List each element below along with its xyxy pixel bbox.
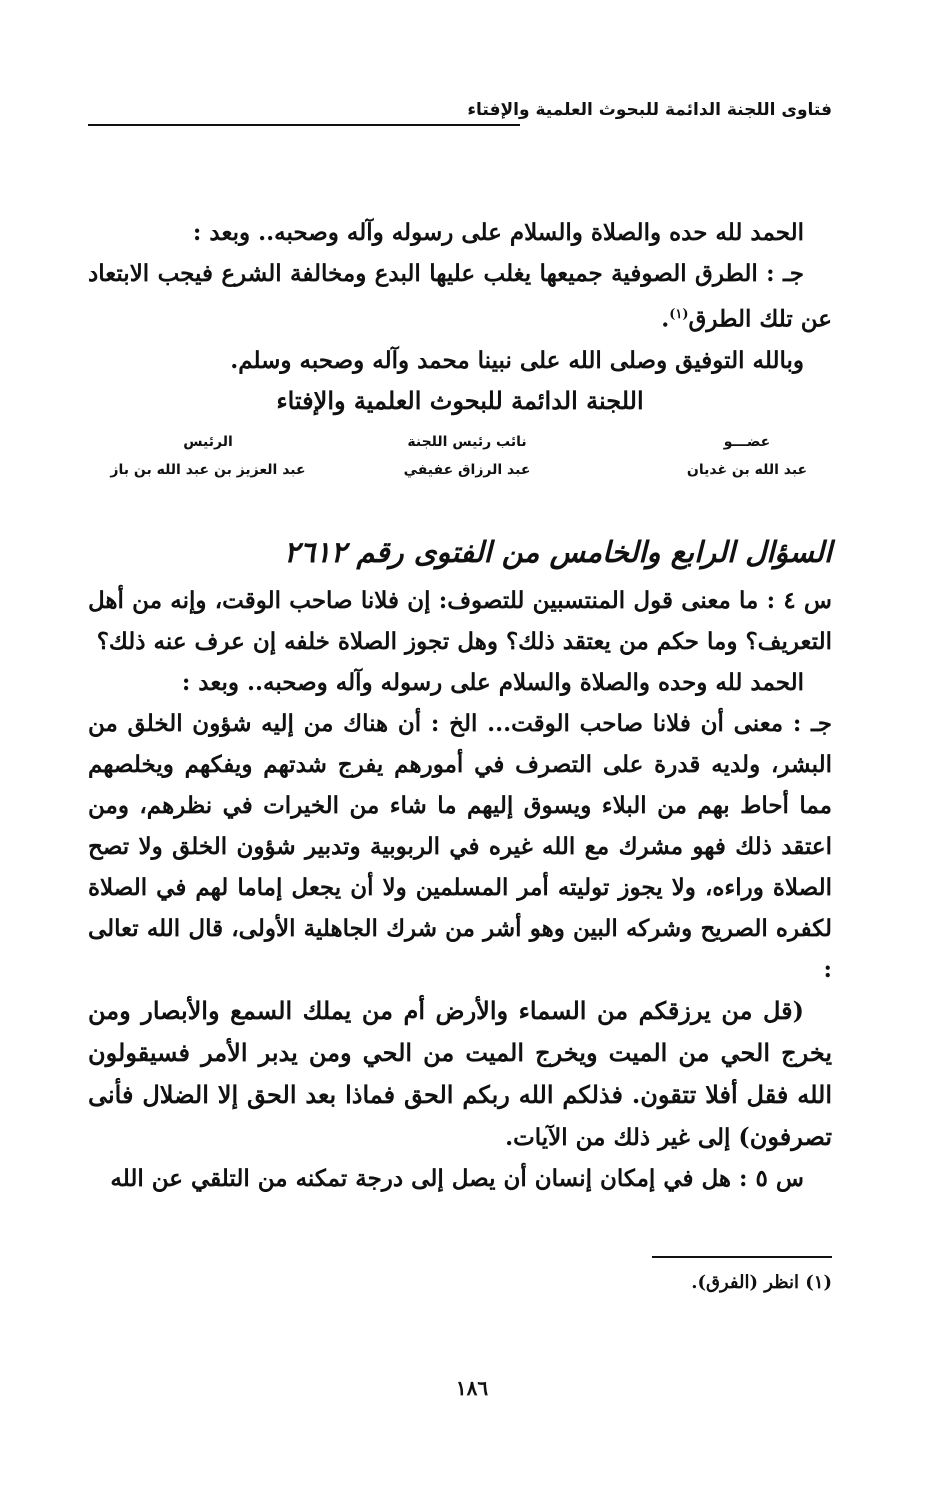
ayah-tail: إلى غير ذلك من الآيات. (505, 1124, 739, 1151)
signature-name: عبد العزيز بن عبد الله بن باز (110, 462, 306, 478)
section2-body (88, 580, 832, 1199)
running-title: فتاوى اللجنة الدائمة للبحوث العلمية والإفتاء (467, 100, 832, 120)
section1-body (88, 212, 832, 421)
footnote-marker[interactable]: (١) (669, 307, 689, 322)
page-number: ١٨٦ (455, 1376, 489, 1400)
question-5: س ٥ : هل في إمكان إنسان أن يصل إلى درجة تمكنه من التلقي عن الله (110, 1165, 804, 1192)
section2-answer: جـ : معنى أن فلانا صاحب الوقت... الخ : أن هناك من إليه شؤون الخلق من البشر، ولديه قدرة على التصرف في أمورهم يفرج شدتهم ويفكهم ويخلصهم مما أحاط بهم من البلاء ويسوق إليهم ما شاء من الخيرات في نظرهم، ومن اعتقد ذلك فهو مشرك مع الله غيره في الربوبية وتدبير شؤون الخلق ولا تصح الصلاة وراءه، ولا يجوز توليته أمر المسلمين ولا أن يجعل إماما لهم في الصلاة لكفره الصريح وشركه البين وهو أشر من شرك الجاهلية الأولى، قال الله تعالى : (88, 710, 832, 983)
committee-name: اللجنة الدائمة للبحوث العلمية والإفتاء (276, 385, 644, 415)
signature-member (662, 428, 832, 484)
signature-chair (88, 428, 328, 484)
footnote-rule (652, 1256, 832, 1258)
ayah-text: (قل من يرزقكم من السماء والأرض أم من يملك السمع والأبصار ومن يخرج الحي من الميت ويخرج الميت من الحي ومن يدبر الأمر فسيقولون الله فقل أفلا تتقون. فذلكم الله ربكم الحق فماذا بعد الحق إلا الضلال فأنى تصرفون) (88, 996, 832, 1151)
signatures (88, 428, 832, 488)
signature-name: عبد الرزاق عفيفي (403, 462, 531, 478)
header-rule (88, 124, 520, 126)
signature-role: نائب رئيس اللجنة (407, 434, 527, 450)
signature-vice-chair (372, 428, 562, 484)
section1-answer-end: . (661, 305, 670, 333)
section1-answer-text: جـ : الطرق الصوفية جميعها يغلب عليها البدع ومخالفة الشرع فيجب الابتعاد عن تلك الطرق (88, 260, 832, 333)
fatwa-title: السؤال الرابع والخامس من الفتوى رقم ٢٦١٢ (284, 535, 832, 569)
quran-passage (88, 990, 832, 1158)
signature-role: الرئيس (183, 434, 233, 450)
footnote: (١) انظر (الفرق). (691, 1272, 832, 1293)
section1-closing: وبالله التوفيق وصلى الله على نبينا محمد وآله وصحبه وسلم. (230, 346, 804, 374)
section2-intro: الحمد لله وحده والصلاة والسلام على رسوله وآله وصحبه.. وبعد : (181, 669, 804, 696)
signature-name: عبد الله بن غديان (686, 462, 808, 478)
section1-answer (88, 253, 832, 340)
signature-role: عضـــو (723, 434, 771, 450)
question-4: س ٤ : ما معنى قول المنتسبين للتصوف: إن فلانا صاحب الوقت، وإنه من أهل التعريف؟ وما حكم من يعتقد ذلك؟ وهل تجوز الصلاة خلفه إن عرف عنه ذلك؟ (88, 587, 832, 655)
section1-intro: الحمد لله حده والصلاة والسلام على رسوله وآله وصحبه.. وبعد : (192, 219, 804, 246)
